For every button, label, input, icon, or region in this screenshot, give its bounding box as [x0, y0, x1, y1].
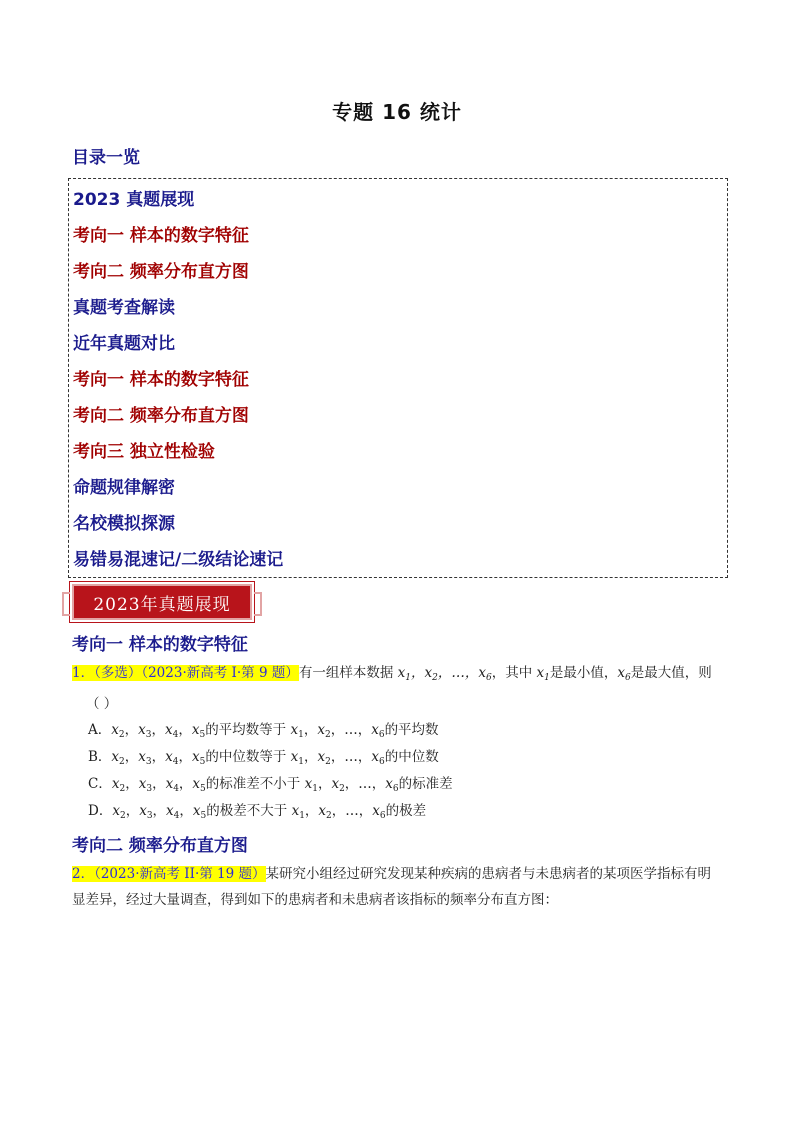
question-2-text: 某研究小组经过研究发现某种疾病的患病者与未患病者的某项医学指标有明显差异，经过大量调查，得到如下的患病者和未患病者该指标的频率分布直方图： — [72, 866, 711, 908]
toc-item-interpretation[interactable]: 真题考查解读 — [73, 298, 175, 318]
var-list: $x_1$，$x_2$，…，$x_6$ — [397, 665, 492, 683]
toc-item-mock[interactable]: 名校模拟探源 — [73, 514, 175, 534]
toc-item-direction-2[interactable]: 考向二 频率分布直方图 — [73, 262, 249, 282]
question-2-tag: 2．（2023·新高考 II·第 19 题） — [72, 866, 266, 882]
question-1: 1．（多选）（2023·新高考 I·第 9 题）有一组样本数据 $x_1$，$x_2$，…，$x_6$，其中 $x_1$是最小值，$x_6$是最大值，则 （ ） — [72, 665, 712, 712]
page-title: 专题 16 统计 — [332, 100, 462, 124]
toc-box — [68, 178, 728, 578]
question-1-tag: 1．（多选）（2023·新高考 I·第 9 题） — [72, 665, 299, 681]
banner-text: 2023年真题展现 — [93, 594, 231, 615]
answer-paren: （ ） — [86, 696, 118, 712]
question-2 — [72, 861, 724, 913]
option-d[interactable]: D．$x_2$，$x_3$，$x_4$，$x_5$的极差不大于 $x_1$，$x_2$，…，$x_6$的极差 — [88, 803, 427, 821]
option-b[interactable]: B．$x_2$，$x_3$，$x_4$，$x_5$的中位数等于 $x_1$，$x_2$，…，$x_6$的中位数 — [88, 749, 439, 767]
toc-item-direction-2b[interactable]: 考向二 频率分布直方图 — [73, 406, 249, 426]
toc-item-direction-3[interactable]: 考向三 独立性检验 — [73, 442, 215, 462]
toc-item-memo[interactable]: 易错易混速记/二级结论速记 — [73, 550, 284, 570]
toc-item-direction-1[interactable]: 考向一 样本的数字特征 — [73, 226, 249, 246]
toc-item-patterns[interactable]: 命题规律解密 — [73, 478, 175, 498]
section-heading-2: 考向二 频率分布直方图 — [72, 836, 248, 856]
section-banner — [72, 584, 252, 620]
toc-item-comparison[interactable]: 近年真题对比 — [73, 334, 175, 354]
option-a[interactable]: A．$x_2$，$x_3$，$x_4$，$x_5$的平均数等于 $x_1$，$x_2$，…，$x_6$的平均数 — [88, 722, 439, 740]
toc-item-direction-1b[interactable]: 考向一 样本的数字特征 — [73, 370, 249, 390]
section-heading-1: 考向一 样本的数字特征 — [72, 635, 248, 655]
option-c[interactable]: C．$x_2$，$x_3$，$x_4$，$x_5$的标准差不小于 $x_1$，$x_2$，…，$x_6$的标准差 — [88, 776, 453, 794]
toc-item-2023-real[interactable]: 2023 真题展现 — [73, 190, 195, 210]
toc-heading: 目录一览 — [72, 148, 140, 168]
